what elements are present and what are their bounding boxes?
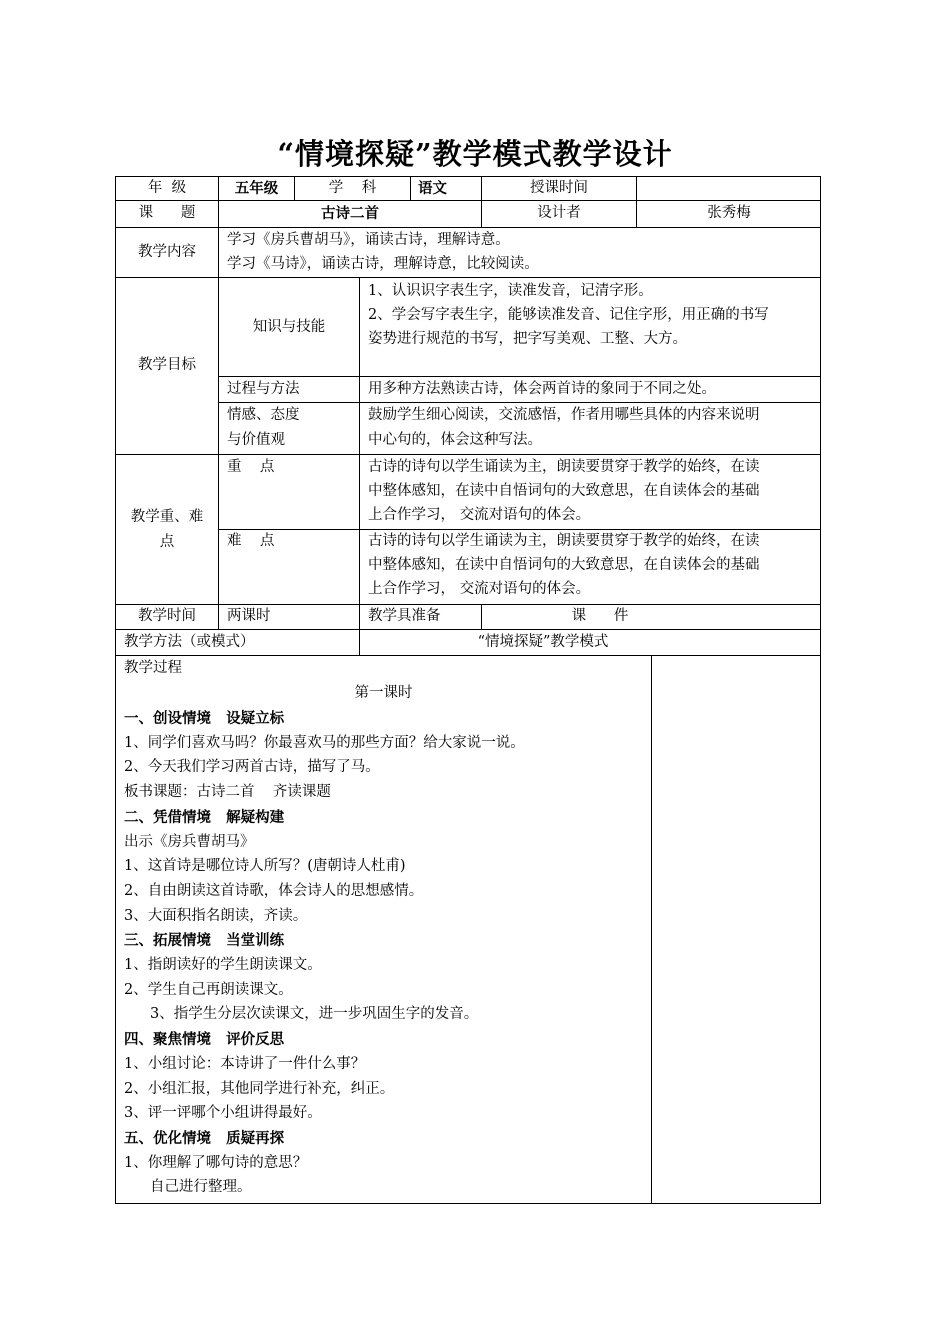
subject-value: 语文 <box>418 180 447 197</box>
teaching-time-label: 教学时间 <box>138 608 196 624</box>
emotion-label: 情感、态度 <box>227 407 300 423</box>
difficult-point-label: 难 点 <box>227 533 275 549</box>
objectives-label: 教学目标 <box>138 357 196 373</box>
process-step-line: 3、评一评哪个小组讲得最好。 <box>124 1105 322 1121</box>
emotion-label: 与价值观 <box>227 432 285 448</box>
topic-value: 古诗二首 <box>321 205 379 222</box>
column-divider <box>410 176 411 200</box>
process-step-line: 1、指朗读好的学生朗读课文。 <box>124 957 322 973</box>
key-point-line: 古诗的诗句以学生诵读为主，朗读要贯穿于教学的始终，在读 <box>368 459 760 475</box>
method-label: 教学方法（或模式） <box>124 634 255 650</box>
process-step-line: 1、你理解了哪句诗的意思？ <box>124 1155 308 1171</box>
key-point-label: 重 点 <box>227 459 275 475</box>
process-step-line: 3、指学生分层次读课文，进一步巩固生字的发音。 <box>150 1006 479 1022</box>
process-method-text: 用多种方法熟读古诗，体会两首诗的象同于不同之处。 <box>368 381 716 397</box>
key-point-line: 中整体感知，在读中自悟词句的大致意思，在自读体会的基础 <box>368 483 760 499</box>
column-divider <box>359 277 360 629</box>
grade-label: 年 级 <box>147 180 187 196</box>
subject-label: 学 科 <box>328 180 377 196</box>
emotion-line: 中心句的，体会这种写法。 <box>368 432 542 448</box>
difficult-point-line: 上合作学习， 交流对语句的体会。 <box>368 581 591 597</box>
process-step-line: 五、优化情境 质疑再探 <box>124 1130 285 1147</box>
topic-label: 课 题 <box>138 205 196 221</box>
process-step-line: 1、这首诗是哪位诗人所写？(唐朝诗人杜甫) <box>124 858 406 874</box>
process-step-line: 2、学生自己再朗读课文。 <box>124 982 293 998</box>
content-label: 教学内容 <box>138 244 196 260</box>
document-title: “情境探疑”教学模式教学设计 <box>277 137 673 171</box>
grade-value: 五年级 <box>234 180 279 197</box>
process-step-line: 2、自由朗读这首诗歌，体会诗人的思想感情。 <box>124 883 424 899</box>
row-divider <box>115 655 821 656</box>
tools-label: 教学具准备 <box>368 608 441 624</box>
process-step-line: 自己进行整理。 <box>150 1179 252 1195</box>
method-value: “情境探疑”教学模式 <box>477 634 609 650</box>
column-divider <box>218 176 219 630</box>
process-step-line: 3、大面积指名朗读，齐读。 <box>124 908 308 924</box>
designer-value: 张秀梅 <box>707 205 751 221</box>
knowledge-line: 1、认识识字表生字，读准发音，记清字形。 <box>368 283 653 299</box>
process-step-line: 出示《房兵曹胡马》 <box>124 834 255 850</box>
tools-value: 课 件 <box>571 608 629 624</box>
difficult-point-line: 古诗的诗句以学生诵读为主，朗读要贯穿于教学的始终，在读 <box>368 533 760 549</box>
knowledge-line: 姿势进行规范的书写，把字写美观、工整、大方。 <box>368 331 687 347</box>
emotion-line: 鼓励学生细心阅读，交流感悟，作者用哪些具体的内容来说明 <box>368 407 760 423</box>
content-line: 学习《马诗》，诵读古诗，理解诗意，比较阅读。 <box>227 256 539 272</box>
process-step-line: 二、凭借情境 解疑构建 <box>124 809 285 826</box>
process-method-label: 过程与方法 <box>227 381 300 397</box>
column-divider <box>651 655 652 1204</box>
process-step-line: 1、同学们喜欢马吗？你最喜欢马的那些方面？给大家说一说。 <box>124 735 525 751</box>
session-title: 第一课时 <box>354 685 413 701</box>
process-label: 教学过程 <box>124 660 182 676</box>
process-step-line: 2、小组汇报，其他同学进行补充，纠正。 <box>124 1081 395 1097</box>
designer-label: 设计者 <box>537 205 581 221</box>
knowledge-line: 2、学会写字表生字，能够读准发音、记住字形，用正确的书写 <box>368 307 769 323</box>
process-step-line: 三、拓展情境 当堂训练 <box>124 932 285 949</box>
process-step-line: 2、今天我们学习两首古诗，描写了马。 <box>124 759 380 775</box>
knowledge-label: 知识与技能 <box>252 319 326 335</box>
teaching-time-value: 两课时 <box>227 608 271 624</box>
content-line: 学习《房兵曹胡马》，诵读古诗，理解诗意。 <box>227 232 510 248</box>
process-step-line: 一、创设情境 设疑立标 <box>124 710 285 727</box>
process-step-line: 四、聚焦情境 评价反思 <box>124 1031 285 1048</box>
key-point-line: 上合作学习， 交流对语句的体会。 <box>368 507 591 523</box>
row-divider <box>115 277 821 278</box>
process-step-line: 1、小组讨论：本诗讲了一件什么事？ <box>124 1056 366 1072</box>
process-step-line: 板书课题：古诗二首 齐读课题 <box>124 784 331 800</box>
difficult-point-line: 中整体感知，在读中自悟词句的大致意思，在自读体会的基础 <box>368 557 760 573</box>
key-points-label: 点 <box>159 534 175 550</box>
class-time-label: 授课时间 <box>530 180 588 196</box>
key-points-label: 教学重、难 <box>130 509 204 525</box>
